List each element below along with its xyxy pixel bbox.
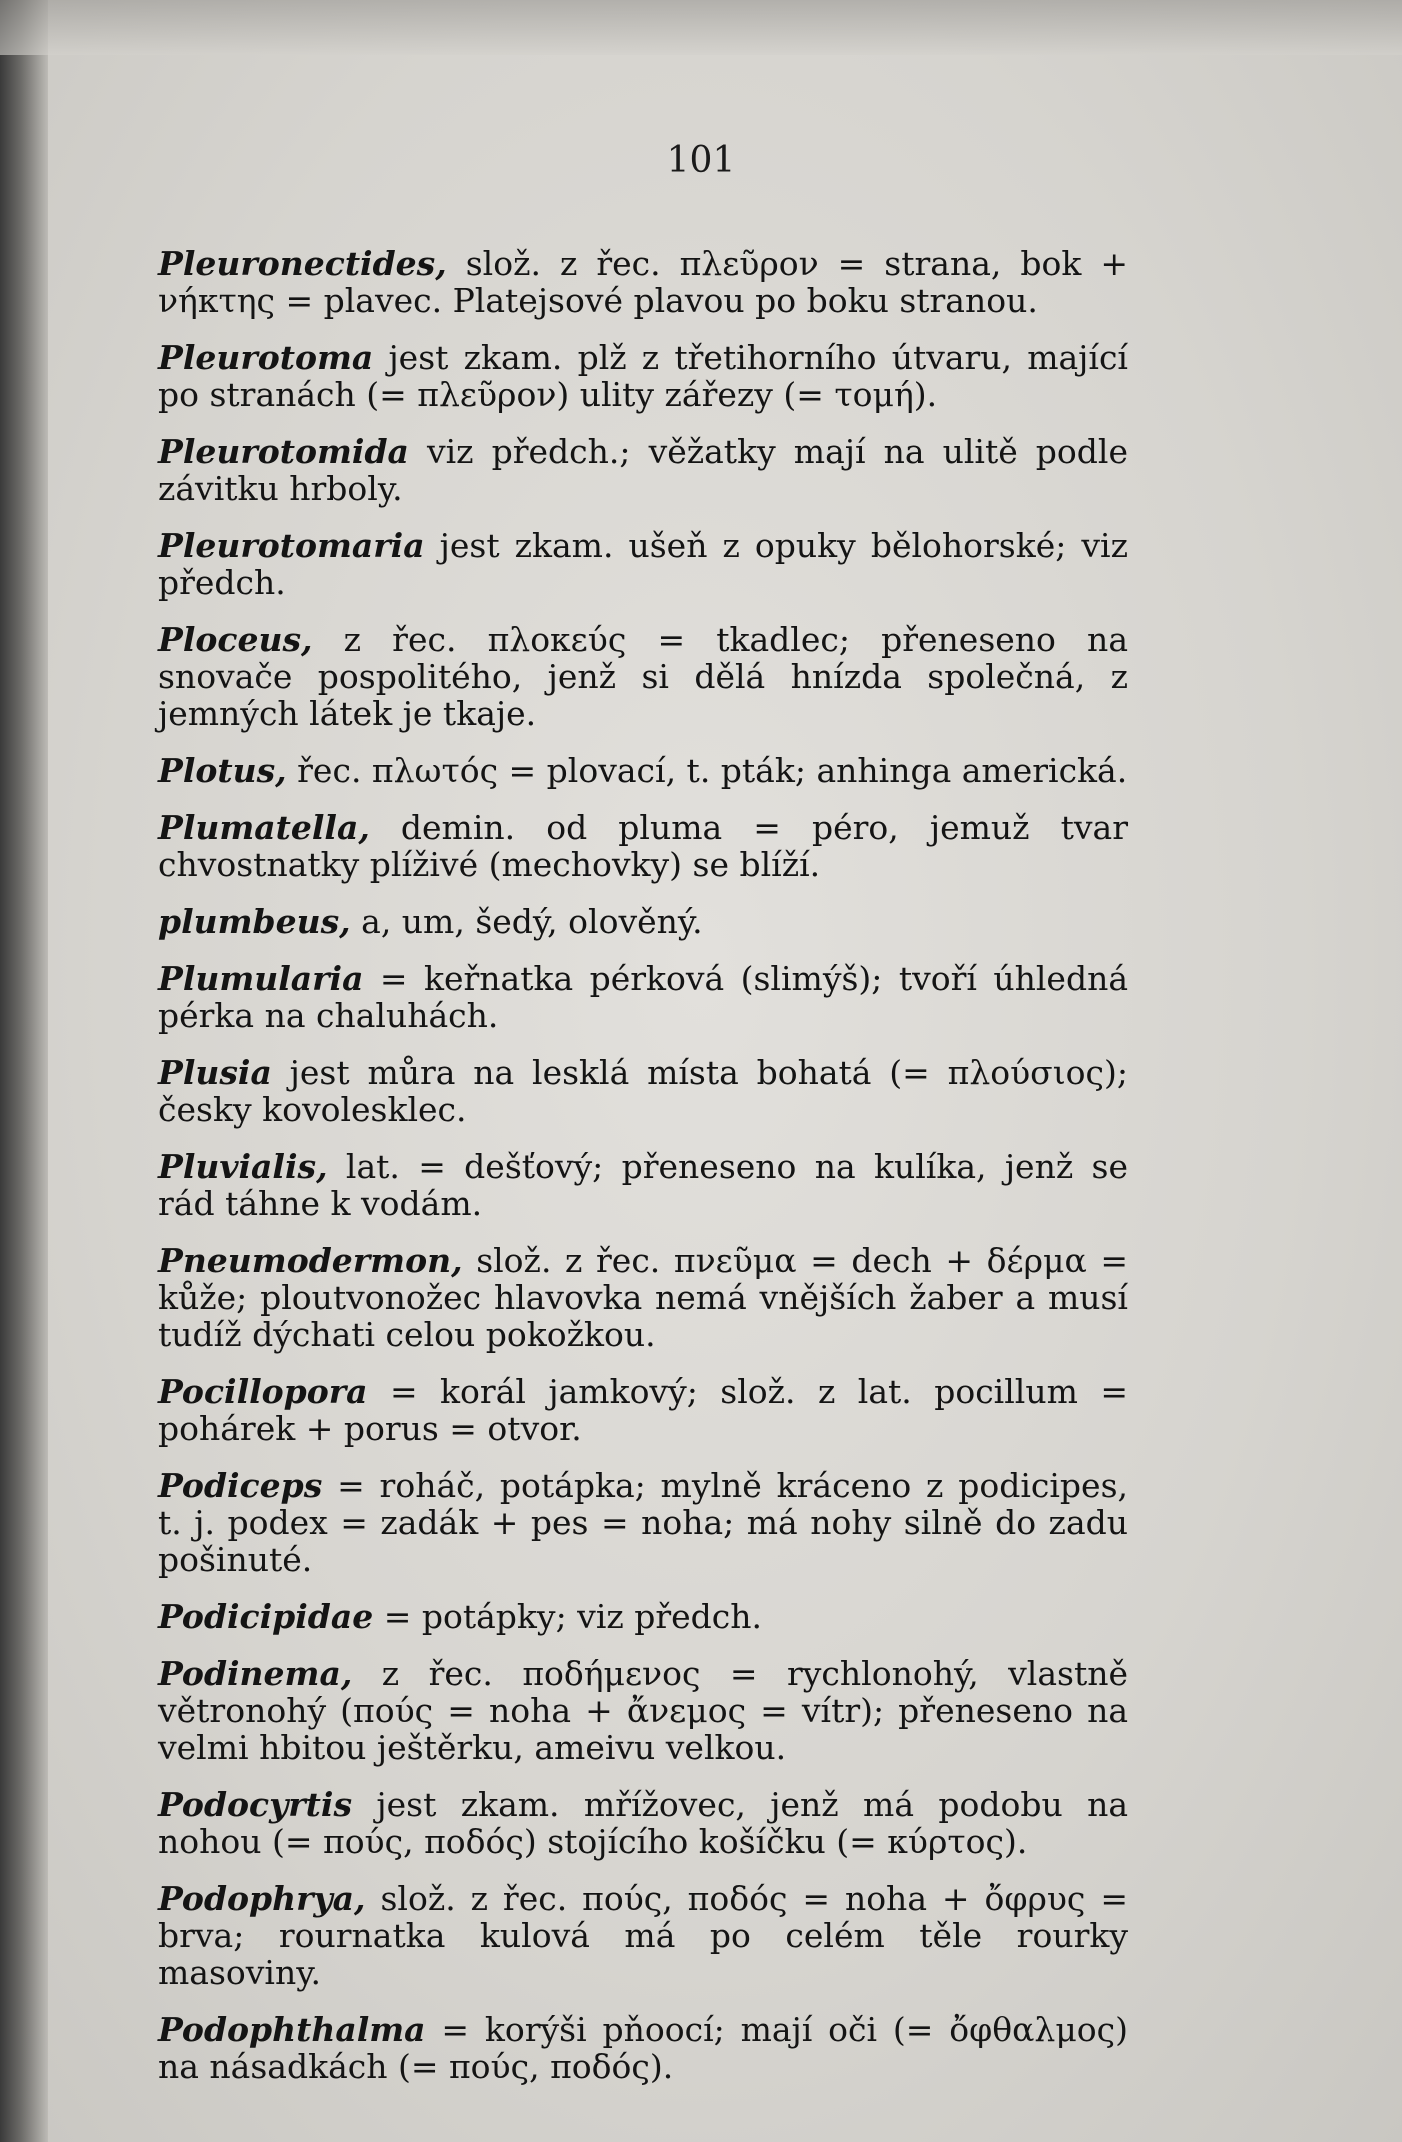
entry-term: Pleurotomida: [158, 432, 409, 471]
dictionary-entry: [158, 1467, 1128, 1578]
entry-term: Pneumodermon,: [158, 1241, 463, 1280]
entry-term: Plusia: [158, 1053, 272, 1092]
entry-term: Pluvialis,: [158, 1147, 328, 1186]
dictionary-entries: [158, 245, 1128, 2105]
entry-term: Pleurotomaria: [158, 526, 425, 565]
entry-definition: z řec. πλοκεύς = tkadlec; přeneseno na snovače pospolitého, jenž si dělá hnízda společná, z jemných látek je tkaje.: [158, 620, 1128, 733]
entry-definition: = roháč, potápka; mylně kráceno z podicipes, t. j. podex = zadák + pes = noha; má nohy silně do zadu pošinuté.: [158, 1466, 1128, 1579]
entry-definition: slož. z řec. πνεῦμα = dech + δέρμα = kůže; ploutvonožec hlavovka nemá vnějších žaber a musí tudíž dýchati celou pokožkou.: [158, 1241, 1128, 1354]
entry-definition: = keřnatka pérková (slimýš); tvoří úhledná pérka na chaluhách.: [158, 959, 1128, 1035]
page-edge-shadow: [0, 0, 48, 2142]
dictionary-entry: [158, 1373, 1128, 1447]
entry-definition: lat. = dešťový; přeneseno na kulíka, jenž se rád táhne k vodám.: [158, 1147, 1128, 1223]
dictionary-entry: [158, 903, 1128, 940]
entry-term: Podophthalma: [158, 2010, 426, 2049]
entry-definition: = potápky; viz předch.: [373, 1597, 763, 1636]
entry-definition: slož. z řec. πλεῦρον = strana, bok + νήκτης = plavec. Platejsové plavou po boku stranou.: [158, 244, 1128, 320]
entry-term: Plumatella,: [158, 808, 370, 847]
entry-term: Podophrya,: [158, 1879, 366, 1918]
entry-term: Ploceus,: [158, 620, 313, 659]
entry-definition: = korýši pňoocí; mají oči (= ὄφθαλμος) na násadkách (= πούς, ποδός).: [158, 2010, 1128, 2086]
entry-definition: = korál jamkový; slož. z lat. pocillum = pohárek + porus = otvor.: [158, 1372, 1128, 1448]
dictionary-entry: [158, 752, 1128, 789]
entry-definition: a, um, šedý, olověný.: [350, 902, 703, 941]
dictionary-entry: [158, 809, 1128, 883]
entry-definition: jest zkam. mřížovec, jenž má podobu na nohou (= πούς, ποδός) stojícího košíčku (= κύρτος).: [158, 1785, 1128, 1861]
dictionary-entry: [158, 621, 1128, 732]
entry-definition: řec. πλωτός = plovací, t. pták; anhinga americká.: [286, 751, 1128, 790]
entry-term: Plotus,: [158, 751, 287, 790]
entry-term: Podocyrtis: [158, 1785, 353, 1824]
entry-term: Pleuronectides,: [158, 244, 447, 283]
page-top-shadow: [0, 0, 1402, 55]
entry-definition: viz předch.; věžatky mají na ulitě podle závitku hrboly.: [158, 432, 1128, 508]
dictionary-entry: [158, 339, 1128, 413]
dictionary-entry: [158, 1148, 1128, 1222]
entry-definition: demin. od pluma = péro, jemuž tvar chvostnatky plíživé (mechovky) se blíží.: [158, 808, 1128, 884]
entry-definition: jest zkam. plž z třetihorního útvaru, mající po stranách (= πλεῦρον) ulity zářezy (= τομή).: [158, 338, 1128, 414]
entry-definition: jest můra na lesklá místa bohatá (= πλούσιος); česky kovolesklec.: [158, 1053, 1128, 1129]
entry-term: Pleurotoma: [158, 338, 374, 377]
dictionary-entry: [158, 960, 1128, 1034]
dictionary-entry: [158, 527, 1128, 601]
entry-term: Podiceps: [158, 1466, 323, 1505]
dictionary-entry: [158, 1655, 1128, 1766]
dictionary-entry: [158, 245, 1128, 319]
dictionary-entry: [158, 433, 1128, 507]
dictionary-entry: [158, 2011, 1128, 2085]
entry-definition: slož. z řec. πούς, ποδός = noha + ὄφρυς = brva; rournatka kulová má po celém těle rourky masoviny.: [158, 1879, 1128, 1992]
entry-term: Pocillopora: [158, 1372, 368, 1411]
page-number: 101: [666, 140, 736, 181]
dictionary-entry: [158, 1054, 1128, 1128]
dictionary-entry: [158, 1242, 1128, 1353]
entry-term: Podicipidae: [158, 1597, 374, 1636]
entry-definition: z řec. ποδήμενος = rychlonohý, vlastně větronohý (πούς = noha + ἄνεμος = vítr); přeneseno na velmi hbitou ještěrku, ameivu velkou.: [158, 1654, 1128, 1767]
dictionary-entry: [158, 1598, 1128, 1635]
entry-term: Plumularia: [158, 959, 364, 998]
entry-term: Podinema,: [158, 1654, 353, 1693]
entry-term: plumbeus,: [158, 902, 351, 941]
dictionary-entry: [158, 1880, 1128, 1991]
entry-definition: jest zkam. ušeň z opuky bělohorské; viz předch.: [158, 526, 1128, 602]
dictionary-entry: [158, 1786, 1128, 1860]
